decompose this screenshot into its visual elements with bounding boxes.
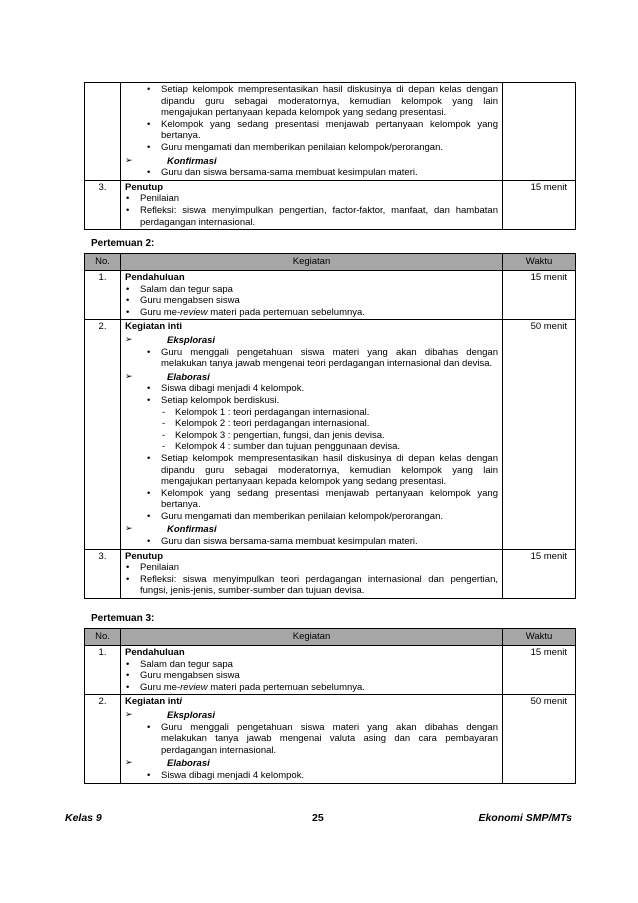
group-item: - Kelompok 4 : sumber dan tujuan penggunaan devisa. [125, 441, 498, 453]
pertemuan-3-title: Pertemuan 3: [91, 613, 155, 624]
list-item: • Setiap kelompok mempresentasikan hasil diskusinya di depan kelas dengan dipandu guru sebagai moderatornya, kemudian kelompok yang lain mengajukan pertanyaan kepada kelompok yang sedang presentasi. [125, 453, 498, 488]
kegiatan-cell [121, 271, 503, 320]
list-item: • Setiap kelompok mempresentasikan hasil diskusinya di depan kelas dengan dipandu guru sebagai moderatornya, kemudian kelompok yang lain mengajukan pertanyaan kepada kelompok yang sedang presentasi. [125, 84, 498, 119]
footer-left: Kelas 9 [65, 812, 102, 824]
kegiatan-cell [121, 180, 503, 229]
continuation-table-block [84, 82, 575, 230]
text: Guru me- [140, 306, 181, 318]
list-item: • Kelompok yang sedang presentasi menjawab pertanyaan kelompok yang bertanya. [125, 488, 498, 511]
table-row [85, 271, 576, 320]
row-title: Pendahuluan [125, 647, 185, 658]
list-item: • Guru mengamati dan memberikan penilaian kelompok/perorangan. [125, 142, 498, 154]
waktu-cell: 15 menit [503, 180, 576, 229]
italic-text: i [179, 696, 183, 708]
list-item [125, 307, 498, 319]
kegiatan-cell [121, 549, 503, 598]
text: Kegiatan int [125, 696, 180, 708]
header-kegiatan: Kegiatan [121, 629, 503, 646]
table-row [85, 320, 576, 549]
kegiatan-cell [121, 646, 503, 695]
list-item: • Salam dan tegur sapa [125, 659, 498, 671]
list-item: • Kelompok yang sedang presentasi menjawab pertanyaan kelompok yang bertanya. [125, 119, 498, 142]
list-item: • Penilaian [125, 193, 498, 205]
table-row [85, 549, 576, 598]
no-cell: 3. [85, 549, 121, 598]
header-waktu: Waktu [503, 629, 576, 646]
eksplorasi-heading: ➢ Eksplorasi [125, 335, 498, 347]
header-waktu: Waktu [503, 254, 576, 271]
waktu-cell: 50 menit [503, 320, 576, 549]
waktu-cell [503, 83, 576, 181]
eksplorasi-heading: ➢ Eksplorasi [125, 710, 498, 722]
footer-right: Ekonomi SMP/MTs [478, 812, 572, 824]
kegiatan-cell [121, 320, 503, 549]
table-row [85, 646, 576, 695]
header-row [85, 629, 576, 646]
list-item: • Guru mengabsen siswa [125, 670, 498, 682]
text: Guru me- [140, 681, 181, 693]
header-no: No. [85, 629, 121, 646]
pertemuan-3-table-block [84, 628, 575, 784]
table-row [85, 83, 576, 181]
text: materi pada pertemuan sebelumnya. [207, 681, 365, 693]
pertemuan-3-table [84, 628, 576, 784]
pertemuan-2-title: Pertemuan 2: [91, 238, 155, 249]
waktu-cell: 15 menit [503, 271, 576, 320]
row-title: Pendahuluan [125, 272, 185, 283]
kegiatan-cell [121, 83, 503, 181]
group-item: - Kelompok 2 : teori perdagangan internasional. [125, 418, 498, 430]
list-item: • Refleksi: siswa menyimpulkan pengertian, factor-faktor, manfaat, dan hambatan perdagangan internasional. [125, 205, 498, 228]
list-item: • Guru menggali pengetahuan siswa materi yang akan dibahas dengan melakukan tanya jawab mengenai valuta asing dan cara pembayaran perdagangan internasional. [125, 722, 498, 757]
list-item: • Siswa dibagi menjadi 4 kelompok. [125, 770, 498, 782]
no-cell [85, 83, 121, 181]
list-item: • Salam dan tegur sapa [125, 284, 498, 296]
row-title: Penutup [125, 181, 163, 193]
elaborasi-heading: ➢ Elaborasi [125, 758, 498, 770]
group-item: - Kelompok 1 : teori perdagangan internasional. [125, 407, 498, 419]
no-cell: 1. [85, 646, 121, 695]
no-cell: 2. [85, 320, 121, 549]
list-item [125, 682, 498, 694]
kegiatan-cell [121, 695, 503, 783]
list-item: • Guru menggali pengetahuan siswa materi yang akan dibahas dengan melakukan tanya jawab mengenai teori perdagangan internasional dan devisa. [125, 347, 498, 370]
konfirmasi-heading: ➢ Konfirmasi [125, 524, 498, 536]
no-cell: 1. [85, 271, 121, 320]
table-row [85, 180, 576, 229]
waktu-cell: 15 menit [503, 549, 576, 598]
group-item: - Kelompok 3 : pengertian, fungsi, dan jenis devisa. [125, 430, 498, 442]
row-title: Kegiatan inti [125, 321, 183, 333]
no-cell: 2. [85, 695, 121, 783]
waktu-cell: 50 menit [503, 695, 576, 783]
table-row [85, 695, 576, 783]
list-item: • Guru dan siswa bersama-sama membuat kesimpulan materi. [125, 536, 498, 548]
list-item: • Guru mengamati dan memberikan penilaian kelompok/perorangan. [125, 511, 498, 523]
konfirmasi-heading: ➢ Konfirmasi [125, 156, 498, 168]
header-no: No. [85, 254, 121, 271]
list-item: • Refleksi: siswa menyimpulkan teori perdagangan internasional dan pengertian, fungsi, jenis-jenis, sumber-sumber dan tujuan devisa. [125, 574, 498, 597]
list-item: • Guru mengabsen siswa [125, 295, 498, 307]
header-row [85, 254, 576, 271]
italic-text: review [180, 681, 208, 693]
list-item: • Penilaian [125, 562, 498, 574]
italic-text: review [180, 306, 208, 318]
continuation-table [84, 82, 576, 230]
text: materi pada pertemuan sebelumnya. [207, 306, 365, 318]
page-number: 25 [312, 812, 324, 824]
no-cell: 3. [85, 180, 121, 229]
header-kegiatan: Kegiatan [121, 254, 503, 271]
waktu-cell: 15 menit [503, 646, 576, 695]
row-title [125, 696, 498, 708]
list-item: • Guru dan siswa bersama-sama membuat kesimpulan materi. [125, 167, 498, 179]
pertemuan-2-table [84, 253, 576, 599]
pertemuan-2-table-block [84, 253, 575, 599]
elaborasi-heading: ➢ Elaborasi [125, 372, 498, 384]
list-item: • Siswa dibagi menjadi 4 kelompok. [125, 383, 498, 395]
list-item: • Setiap kelompok berdiskusi. [125, 395, 498, 407]
row-title: Penutup [125, 550, 163, 562]
